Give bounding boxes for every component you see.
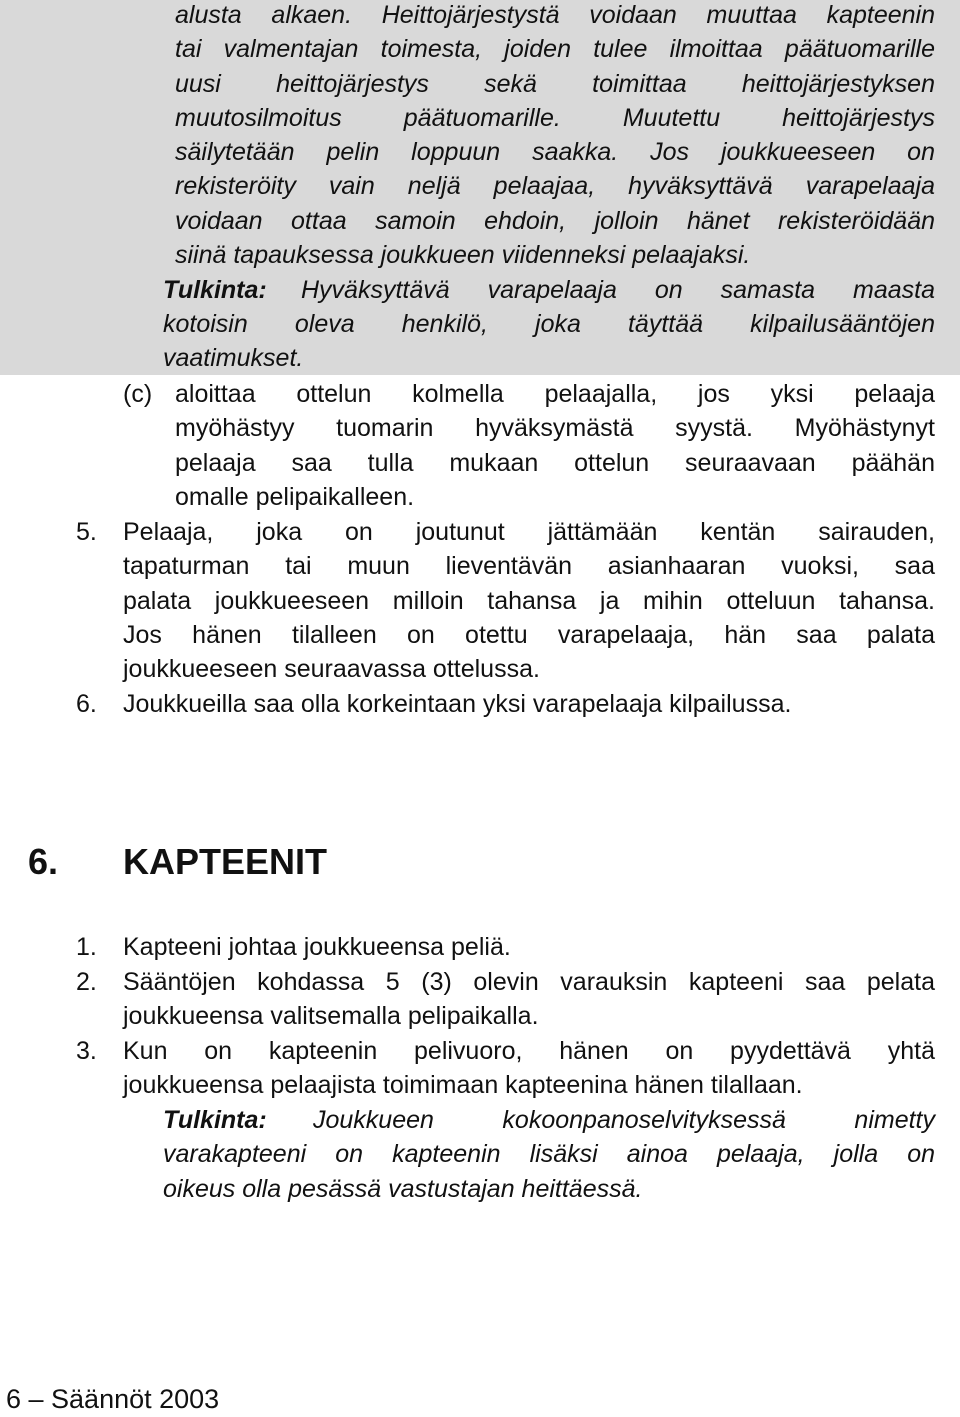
list-item-line: joukkueensa valitsemalla pelipaikalla.: [123, 1002, 539, 1030]
body-line: uusi heittojärjestys sekä toimittaa heittojärjestyksen: [175, 70, 935, 98]
body-line: siinä tapauksessa joukkueen viidenneksi pelaajaksi.: [175, 241, 751, 269]
tulkinta-line: kotoisin oleva henkilö, joka täyttää kilpailusääntöjen: [163, 310, 935, 338]
list-item-line: omalle pelipaikalleen.: [175, 483, 415, 511]
tulkinta-line: varakapteeni on kapteenin lisäksi ainoa pelaaja, jolla on: [163, 1140, 935, 1168]
list-item-line: palata joukkueeseen milloin tahansa ja mihin otteluun tahansa.: [123, 587, 935, 615]
tulkinta-line: Joukkueen kokoonpanoselvityksessä nimetty: [313, 1106, 935, 1134]
list-item-line: myöhästyy tuomarin hyväksymästä syystä. Myöhästynyt: [175, 414, 935, 442]
list-number: 1.: [76, 933, 97, 961]
list-item-line: Sääntöjen kohdassa 5 (3) olevin varauksin kapteeni saa pelata: [123, 968, 935, 996]
body-line: säilytetään pelin loppuun saakka. Jos joukkueeseen on: [175, 138, 935, 166]
page-footer: 6 – Säännöt 2003: [6, 1384, 220, 1414]
section-number: 6.: [28, 841, 59, 882]
body-line: tai valmentajan toimesta, joiden tulee ilmoittaa päätuomarille: [175, 35, 935, 63]
list-item-line: aloittaa ottelun kolmella pelaajalla, jos yksi pelaaja: [175, 380, 935, 408]
list-item-line: joukkueeseen seuraavassa ottelussa.: [123, 655, 540, 683]
list-item-line: Jos hänen tilalleen on otettu varapelaaja, hän saa palata: [123, 621, 935, 649]
list-number: 3.: [76, 1037, 97, 1065]
list-marker: (c): [123, 380, 153, 408]
body-line: rekisteröity vain neljä pelaajaa, hyväksyttävä varapelaaja: [175, 172, 935, 200]
tulkinta-line: oikeus olla pesässä vastustajan heittäessä.: [163, 1175, 643, 1203]
list-item-line: tapaturman tai muun lieventävän asianhaaran vuoksi, saa: [123, 552, 935, 580]
tulkinta-label: Tulkinta:: [163, 1106, 267, 1134]
tulkinta-label: Tulkinta:: [163, 276, 267, 304]
section-title: KAPTEENIT: [123, 841, 328, 882]
list-item-line: Kapteeni johtaa joukkueensa peliä.: [123, 933, 511, 961]
body-line: voidaan ottaa samoin ehdoin, jolloin hänet rekisteröidään: [175, 207, 935, 235]
body-line: muutosilmoitus päätuomarille. Muutettu heittojärjestys: [175, 104, 935, 132]
list-item-line: joukkueensa pelaajista toimimaan kapteenina hänen tilallaan.: [123, 1071, 803, 1099]
tulkinta-line: Hyväksyttävä varapelaaja on samasta maasta: [301, 276, 935, 304]
list-item-line: Joukkueilla saa olla korkeintaan yksi varapelaaja kilpailussa.: [123, 690, 792, 718]
tulkinta-line: vaatimukset.: [163, 344, 304, 372]
list-number: 5.: [76, 518, 97, 546]
list-number: 6.: [76, 690, 97, 718]
list-number: 2.: [76, 968, 97, 996]
body-line: alusta alkaen. Heittojärjestystä voidaan muuttaa kapteenin: [175, 1, 935, 29]
list-item-line: pelaaja saa tulla mukaan ottelun seuraavaan päähän: [175, 449, 935, 477]
list-item-line: Pelaaja, joka on joutunut jättämään kentän sairauden,: [123, 518, 935, 546]
list-item-line: Kun on kapteenin pelivuoro, hänen on pyydettävä yhtä: [123, 1037, 935, 1065]
